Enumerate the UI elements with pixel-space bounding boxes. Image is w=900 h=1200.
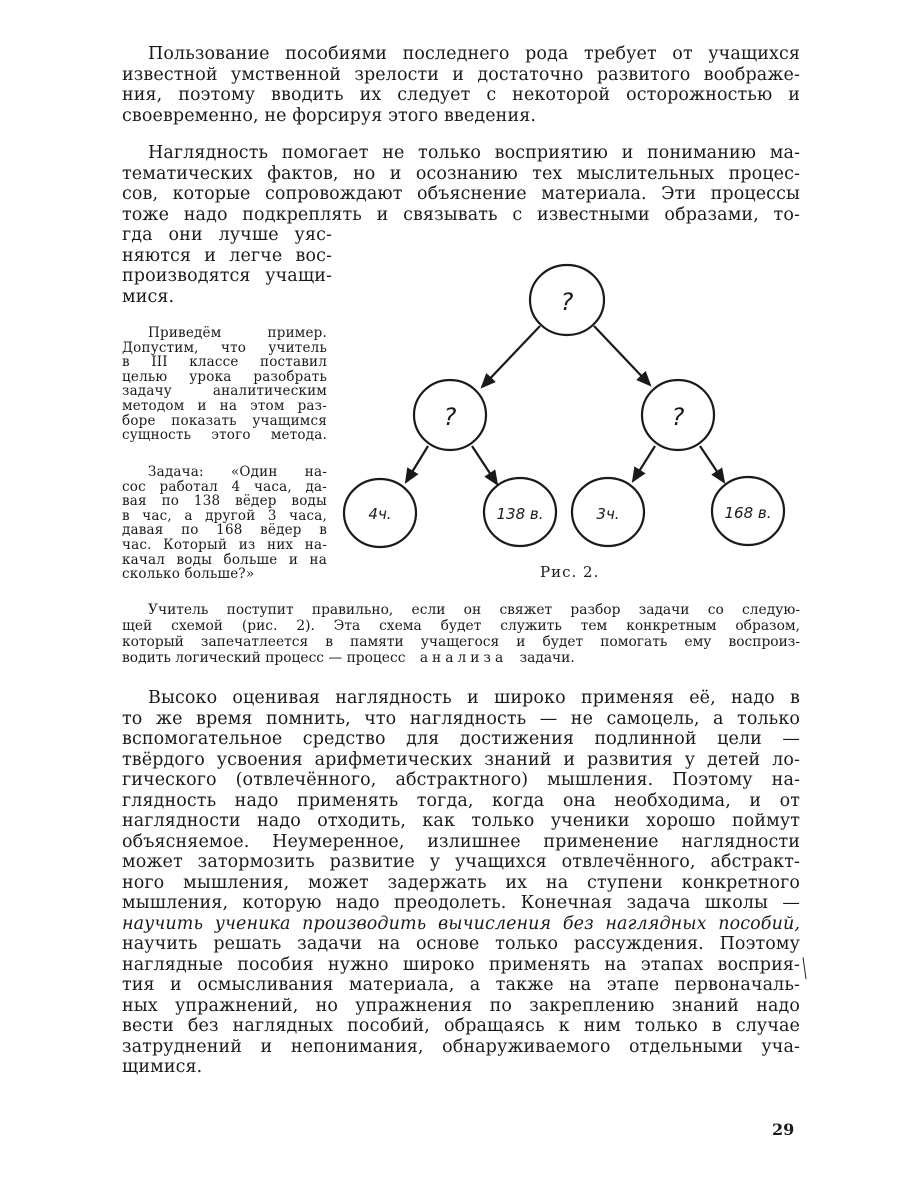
text-fragment: водить логический процесс — процесс xyxy=(122,650,406,666)
text-line: своевременно, не форсируя этого введения. xyxy=(122,105,537,126)
text-line: который запечатлеется в памяти учащегося и будет помогать ему воспроиз- xyxy=(122,634,800,650)
text-line: Приведём пример. xyxy=(148,325,327,341)
text-line: тематических фактов, но и осознанию тех мыслительных процес- xyxy=(122,163,800,184)
margin-pencil-mark xyxy=(802,957,808,979)
edge-root-right xyxy=(594,326,650,385)
edge-right-rl xyxy=(633,446,655,481)
text-line: мися. xyxy=(122,286,175,307)
text-line: в III классе поставил xyxy=(122,354,327,371)
task-paragraph xyxy=(122,465,327,582)
example-paragraph xyxy=(122,326,327,443)
text-line: методом и на этом раз- xyxy=(122,397,327,414)
text-line: Допустим, что учитель xyxy=(122,339,327,356)
text-line: тия и осмысливания материала, а также на этапе первоначаль- xyxy=(122,975,800,995)
text-line: твёрдого усвоения арифметических знаний и развития у детей ло- xyxy=(122,749,800,770)
text-line: Задача: «Один на- xyxy=(148,464,327,480)
page-number: 29 xyxy=(772,1120,795,1139)
node-ll-label: 4ч. xyxy=(368,505,392,523)
text-line: сколько больше?» xyxy=(122,566,255,583)
text-line-italic: научить ученика производить вычисления без наглядных пособий, xyxy=(122,913,800,934)
text-line: боре показать учащимся xyxy=(122,412,327,429)
text-line: качал воды больше и на xyxy=(122,551,327,568)
text-line: ных упражнений, но упражнения по закреплению знаний надо xyxy=(122,995,800,1016)
edge-left-lr xyxy=(472,446,497,484)
text-line xyxy=(122,650,800,666)
text-line: час. Который из них на- xyxy=(122,536,327,553)
text-line: производятся учащи- xyxy=(122,266,332,286)
text-line: тоже надо подкреплять и связывать с известными образами, то- xyxy=(122,204,800,225)
text-line: наглядности надо отходить, как только ученики хорошо поймут xyxy=(122,811,800,831)
paragraph-3 xyxy=(122,688,800,1078)
text-line: целью урока разобрать xyxy=(122,368,327,385)
text-line: сущность этого метода. xyxy=(122,427,327,444)
text-line: наглядные пособия нужно широко применять на этапах восприя- xyxy=(122,954,800,975)
text-line: в час, а другой 3 часа, xyxy=(122,507,327,524)
paragraph-1 xyxy=(122,44,800,126)
text-line: гда они лучше уяс- xyxy=(122,225,332,245)
text-line: няются и легче вос- xyxy=(122,245,332,266)
node-rr-label: 168 в. xyxy=(724,504,772,522)
text-line: щей схемой (рис. 2). Эта схема будет служить тем конкретным образом, xyxy=(122,618,800,634)
text-line: сос работал 4 часа, да- xyxy=(122,478,327,495)
text-line: научить решать задачи на основе только рассуждения. Поэтому xyxy=(122,934,800,954)
text-line: давая по 168 вёдер в xyxy=(122,522,327,539)
teacher-paragraph xyxy=(122,602,800,666)
text-line: известной умственной зрелости и достаточно развитого воображе- xyxy=(122,64,800,85)
node-lr-label: 138 в. xyxy=(496,505,544,523)
text-line: Высоко оценивая наглядность и широко применяя её, надо в xyxy=(148,688,800,708)
text-line: Пользование пособиями последнего рода требует от учащихся xyxy=(148,44,800,64)
tree-diagram xyxy=(330,250,810,590)
figure-caption: Рис. 2. xyxy=(540,563,600,581)
edge-left-ll xyxy=(406,446,428,482)
text-line: мышления, которую надо преодолеть. Конечная задача школы — xyxy=(122,893,800,913)
node-root-label: ? xyxy=(560,288,574,316)
text-line: сов, которые сопровождают объяснение материала. Эти процессы xyxy=(122,184,800,204)
node-right-label: ? xyxy=(671,403,685,431)
text-line: объясняемое. Неумеренное, излишнее применение наглядности xyxy=(122,831,800,852)
text-line: вая по 138 вёдер воды xyxy=(122,493,327,510)
text-line: Учитель поступит правильно, если он свяжет разбор задачи со следую- xyxy=(148,602,800,618)
text-line: вести без наглядных пособий, обращаясь к ним только в случае xyxy=(122,1016,800,1036)
text-line: задачу аналитическим xyxy=(122,383,327,400)
text-line: щимися. xyxy=(122,1057,203,1077)
node-left-label: ? xyxy=(443,403,457,431)
node-rl-label: 3ч. xyxy=(596,505,620,523)
text-line: затруднений и непонимания, обнаруживаемого отдельными уча- xyxy=(122,1036,800,1057)
text-line: ного мышления, может задержать их на ступени конкретного xyxy=(122,872,800,893)
text-line: гического (отвлечённого, абстрактного) мышления. Поэтому на- xyxy=(122,770,800,790)
text-line: то же время помнить, что наглядность — не самоцель, а только xyxy=(122,708,800,729)
edge-root-left xyxy=(482,326,540,387)
text-fragment: задачи. xyxy=(519,650,575,666)
emphasized-word: анализа xyxy=(419,650,508,666)
text-line: глядность надо применять тогда, когда она необходима, и от xyxy=(122,790,800,811)
text-line: может затормозить развитие у учащихся отвлечённого, абстракт- xyxy=(122,852,800,872)
text-line: ния, поэтому вводить их следует с некоторой осторожностью и xyxy=(122,85,800,105)
edge-right-rr xyxy=(700,446,724,482)
text-line: вспомогательное средство для достижения подлинной цели — xyxy=(122,729,800,749)
text-line: Наглядность помогает не только восприятию и пониманию ма- xyxy=(148,143,800,163)
